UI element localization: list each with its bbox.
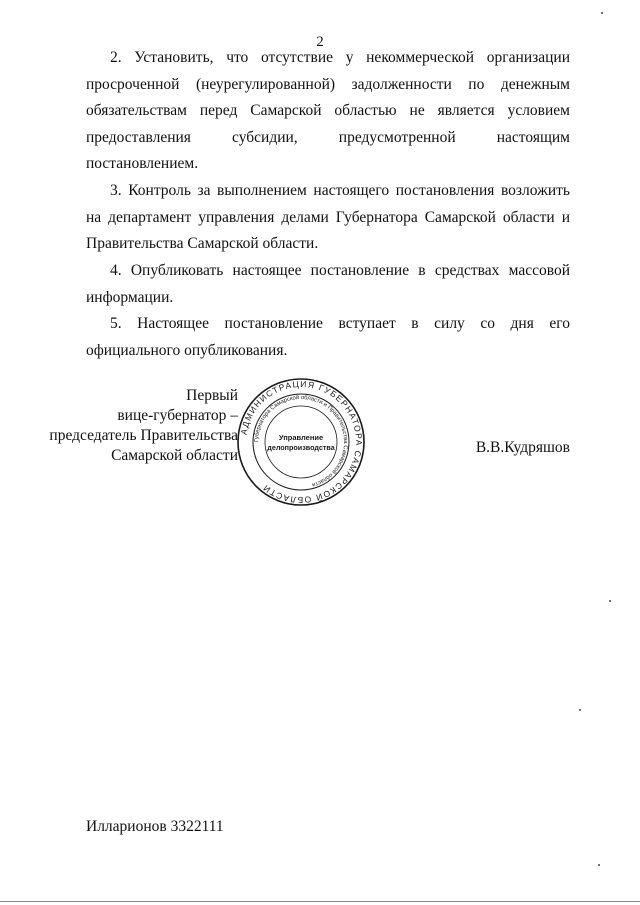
stamp-center-line-1: Управление [278,433,324,442]
scan-speck [598,864,600,866]
paragraph-3-text: 3. Контроль за выполнением настоящего постановления возложить на департамент управления делами Губернатора Самарской области и Правительства Самарской области. [86,182,570,252]
scan-speck [601,12,603,14]
executor-contact: Илларионов 3322111 [86,818,224,835]
paragraph-4 [86,258,570,311]
position-line-4: Самарской области [111,447,238,464]
paragraph-5 [86,311,570,364]
paragraph-4-text: 4. Опубликовать настоящее постановление в средствах массовой информации. [86,262,570,306]
stamp-center-line-2: делопроизводства [267,443,335,452]
page-number: 2 [316,34,324,50]
position-line-1: Первый [186,387,238,404]
paragraph-5-text: 5. Настоящее постановление вступает в силу со дня его официального опубликования. [86,315,570,359]
official-stamp [236,377,366,507]
paragraph-2 [86,45,570,178]
position-line-2: вице-губернатор – [117,407,238,424]
signatory-position [49,386,238,466]
signatory-name: В.В.Кудряшов [475,439,570,456]
stamp-outer-text: АДМИНИСТРАЦИЯ ГУБЕРНАТОРА САМАРСКОЙ ОБЛАСТИ [238,378,365,506]
scan-speck [579,709,581,711]
position-line-3: председатель Правительства [49,427,238,444]
scan-edge-line [0,901,640,902]
stamp-inner-text: Губернатора Самарской области и Правительства Самарской области [253,394,349,488]
scan-speck [609,600,611,602]
paragraph-3 [86,178,570,258]
paragraph-2-text: 2. Установить, что отсутствие у некоммерческой организации просроченной (неурегулированной) задолженности по денежным обязательствам перед Самарской областью не является условием предоставления субсидии, предусмотренной настоящим постановлением. [86,49,570,172]
